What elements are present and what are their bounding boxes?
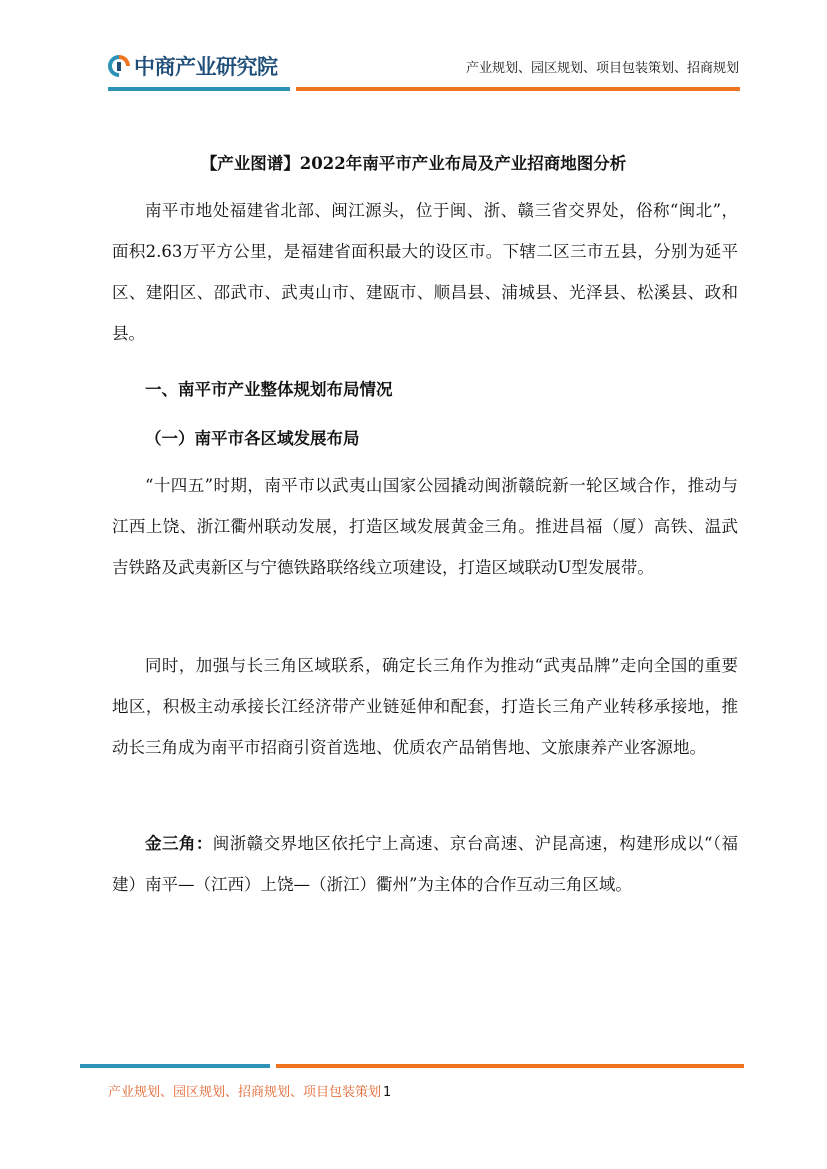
company-logo bbox=[108, 52, 278, 80]
logo-text: 中商产业研究院 bbox=[134, 55, 278, 79]
footer-text: 产业规划、园区规划、招商规划、项目包装策划 bbox=[108, 1085, 382, 1100]
footer bbox=[108, 1081, 391, 1100]
section-heading: 一、南平市产业整体规划布局情况 bbox=[145, 380, 393, 399]
paragraph-yangtze-delta: 同时，加强与长三角区域联系，确定长三角作为推动“武夷品牌”走向全国的重要地区，积极主动承接长江经济带产业链延伸和配套，打造长三角产业转移承接地，推动长三角成为南平市招商引资首选地、优质农产品销售地、文旅康养产业客源地。 bbox=[112, 656, 738, 757]
paragraph-regional-cooperation: “十四五”时期，南平市以武夷山国家公园撬动闽浙赣皖新一轮区域合作，推动与江西上饶、浙江衢州联动发展，打造区域发展黄金三角。推进昌福（厦）高铁、温武吉铁路及武夷新区与宁德铁路联络线立项建设，打造区域联动U型发展带。 bbox=[112, 476, 738, 577]
company-logo-icon bbox=[108, 55, 130, 77]
golden-triangle-label: 金三角： bbox=[145, 834, 213, 853]
page-number: 1 bbox=[383, 1085, 392, 1100]
paragraph-golden-triangle bbox=[112, 823, 738, 905]
header-divider-blue bbox=[108, 87, 290, 91]
intro-paragraph: 南平市地处福建省北部、闽江源头，位于闽、浙、赣三省交界处，俗称“闽北”，面积2.63万平方公里，是福建省面积最大的设区市。下辖二区三市五县，分别为延平区、建阳区、邵武市、武夷山市、建瓯市、顺昌县、浦城县、光泽县、松溪县、政和县。 bbox=[112, 201, 738, 343]
footer-divider-orange bbox=[276, 1064, 744, 1068]
header-divider-orange bbox=[296, 87, 740, 91]
subsection-heading: （一）南平市各区域发展布局 bbox=[145, 429, 360, 448]
header-tagline: 产业规划、园区规划、项目包装策划、招商规划 bbox=[465, 61, 739, 76]
golden-triangle-text: 闽浙赣交界地区依托宁上高速、京台高速、沪昆高速，构建形成以“（福建）南平—（江西）上饶—（浙江）衢州”为主体的合作互动三角区域。 bbox=[112, 834, 738, 894]
document-title: 【产业图谱】2022年南平市产业布局及产业招商地图分析 bbox=[200, 154, 627, 173]
footer-divider-blue bbox=[80, 1064, 270, 1068]
